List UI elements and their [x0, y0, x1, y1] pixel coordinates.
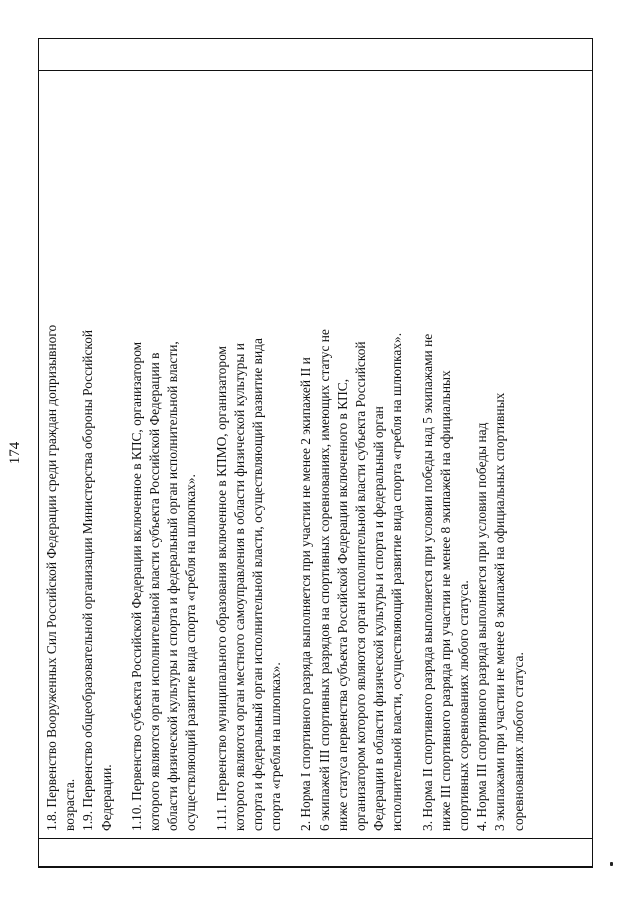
- table-column-divider-right: [39, 70, 592, 71]
- text-line: которого являются орган исполнительной власти субъекта Российской Федерации в: [147, 352, 163, 831]
- text-line: которого являются орган местного самоуправления в области физической культуры и: [231, 343, 247, 831]
- item-2: [297, 75, 406, 831]
- norms-table: [38, 38, 593, 868]
- item-1-8: [43, 75, 79, 831]
- text-line: ниже статуса первенства субъекта Российской Федерации включенного в КПС,: [334, 378, 350, 831]
- page-number: 174: [7, 441, 23, 465]
- table-column-divider: [39, 838, 592, 839]
- text-line: соревнованиях любого статуса.: [510, 652, 526, 831]
- text-line: осуществляющий развитие вида спорта «гребля на шлюпках».: [183, 474, 199, 831]
- text-line: 4. Норма III спортивного разряда выполняется при условии победы над: [474, 422, 490, 831]
- text-line: организатором которого являются орган исполнительной власти субъекта Российской: [353, 341, 369, 831]
- table-text-cell: [43, 75, 528, 831]
- scan-speck: [610, 862, 613, 866]
- text-line: спорта «гребля на шлюпках».: [268, 662, 284, 831]
- table-border-left: [39, 866, 592, 867]
- text-line: 1.9. Первенство общеобразовательной организации Министерства обороны Российской: [80, 329, 96, 831]
- text-line: 3. Норма II спортивного разряда выполняется при условии победы над 5 экипажами не: [419, 333, 435, 831]
- text-line: 2. Норма I спортивного разряда выполняется при участии не менее 2 экипажей II и: [298, 357, 314, 831]
- item-1-10: [128, 75, 201, 831]
- text-line: исполнительной власти, осуществляющий развитие вида спорта «гребля на шлюпках».: [389, 332, 405, 831]
- text-line: 1.8. Первенство Вооруженных Сил Российской Федерации среди граждан допризывного: [44, 324, 59, 831]
- text-line: Федерации в области физической культуры и спорта и федеральный орган: [371, 406, 387, 831]
- text-line: 1.11. Первенство муниципального образования включенное в КПМО, организатором: [213, 346, 229, 831]
- text-line: области физической культуры и спорта и федеральный орган исполнительной власти,: [165, 341, 181, 831]
- text-line: спорта и федеральный орган исполнительной власти, осуществляющий развитие вида: [250, 338, 266, 831]
- text-line: спортивных соревнованиях любого статуса.: [456, 580, 472, 831]
- item-1-11: [213, 75, 286, 831]
- rotated-table-block: [7, 38, 593, 868]
- text-line: 1.10. Первенство субъекта Российской Федерации включенное в КПС, организатором: [128, 341, 144, 831]
- item-1-9: [79, 75, 115, 831]
- text-line: Федерации.: [98, 764, 114, 831]
- text-line: 6 экипажей III спортивных разрядов на спортивных соревнованиях, имеющих статус не: [316, 329, 332, 831]
- text-line: возраста.: [62, 778, 78, 831]
- text-line: 3 экипажами при участии не менее 8 экипажей на официальных спортивных: [492, 392, 508, 831]
- item-3: [419, 75, 474, 831]
- item-4: [473, 75, 528, 831]
- text-line: ниже III спортивного разряда при участии не менее 8 экипажей на официальных: [437, 370, 453, 831]
